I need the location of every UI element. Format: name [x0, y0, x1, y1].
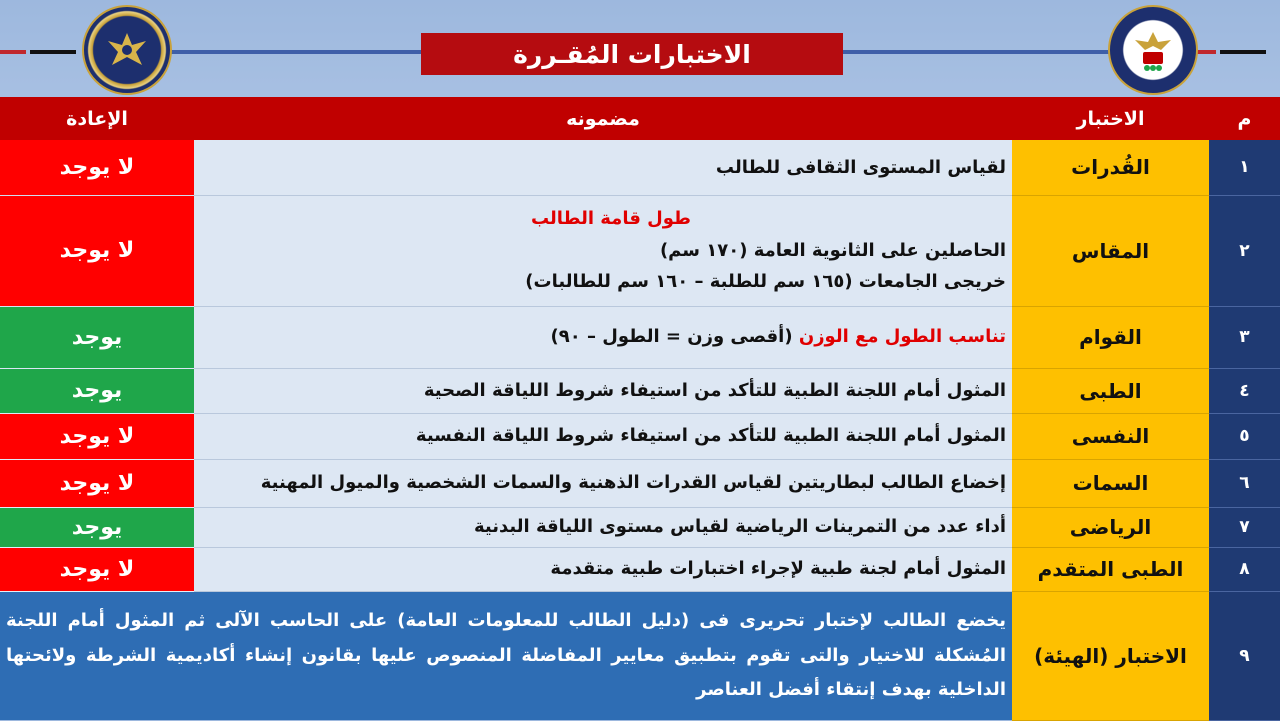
table-row: [0, 140, 1280, 195]
row-redo: يوجد: [0, 306, 194, 368]
row-content-wide: يخضع الطالب لإختبار تحريرى فى (دليل الطالب للمعلومات العامة) على الحاسب الآلى ثم المثول أمام اللجنة المُشكلة للاختيار والتى تقوم بتطبيق معايير المفاضلة المنصوص عليها بقانون إنشاء أكاديمية الشرطة ولائحتها الداخلية بهدف إنتقاء أفضل العناصر: [0, 591, 1012, 720]
table-row: [0, 195, 1280, 306]
header-line-left-black: [30, 50, 76, 54]
row-redo: لا يوجد: [0, 140, 194, 195]
police-eagle-emblem-icon: [82, 5, 172, 95]
row-content: لقياس المستوى الثقافى للطالب: [194, 140, 1012, 195]
row-num: ٨: [1209, 547, 1280, 591]
row-num: ١: [1209, 140, 1280, 195]
height-title: طول قامة الطالب: [530, 208, 691, 230]
header-redo: الإعادة: [0, 97, 194, 140]
exams-table: [0, 97, 1280, 721]
row-redo: لا يوجد: [0, 547, 194, 591]
proportion-label: تناسب الطول مع الوزن: [798, 326, 1006, 348]
header-line-left-blue: [170, 50, 422, 54]
table-row: [0, 306, 1280, 368]
row-test: الطبى: [1012, 368, 1209, 413]
row-num: ٤: [1209, 368, 1280, 413]
header-num: م: [1209, 97, 1280, 140]
header-line-right-red: [1196, 50, 1216, 54]
row-content: [194, 306, 1012, 368]
row-redo: لا يوجد: [0, 195, 194, 306]
height-line-university: خريجى الجامعات (١٦٥ سم للطلبة – ١٦٠ سم للطالبات): [525, 271, 1006, 293]
row-redo: يوجد: [0, 368, 194, 413]
row-redo: لا يوجد: [0, 459, 194, 507]
row-test: الاختبار (الهيئة): [1012, 591, 1209, 720]
height-line-secondary: الحاصلين على الثانوية العامة (١٧٠ سم): [659, 239, 1006, 261]
table-row: [0, 547, 1280, 591]
row-num: ٣: [1209, 306, 1280, 368]
header-line-right-black: [1220, 50, 1266, 54]
row-content: المثول أمام لجنة طبية لإجراء اختبارات طبية متقدمة: [194, 547, 1012, 591]
table-row: [0, 413, 1280, 459]
header: [0, 0, 1280, 97]
row-test: السمات: [1012, 459, 1209, 507]
row-test: القوام: [1012, 306, 1209, 368]
row-redo: يوجد: [0, 507, 194, 547]
table-row: [0, 368, 1280, 413]
row-content: [194, 195, 1012, 306]
page-title: الاختبارات المُقـررة: [421, 33, 843, 75]
header-test: الاختبار: [1012, 97, 1209, 140]
table-row: [0, 507, 1280, 547]
header-line-right-blue: [843, 50, 1109, 54]
table-row: [0, 591, 1280, 720]
row-test: المقاس: [1012, 195, 1209, 306]
table-header-row: [0, 97, 1280, 140]
row-test: الرياضى: [1012, 507, 1209, 547]
header-content: مضمونه: [194, 97, 1012, 140]
row-content: إخضاع الطالب لبطاريتين لقياس القدرات الذهنية والسمات الشخصية والميول المهنية: [194, 459, 1012, 507]
row-content: المثول أمام اللجنة الطبية للتأكد من استيفاء شروط اللياقة النفسية: [194, 413, 1012, 459]
row-num: ٦: [1209, 459, 1280, 507]
row-content: المثول أمام اللجنة الطبية للتأكد من استيفاء شروط اللياقة الصحية: [194, 368, 1012, 413]
row-test: النفسى: [1012, 413, 1209, 459]
row-test: الطبى المتقدم: [1012, 547, 1209, 591]
row-num: ٧: [1209, 507, 1280, 547]
row-test: القُدرات: [1012, 140, 1209, 195]
header-line-left-red: [0, 50, 26, 54]
table-row: [0, 459, 1280, 507]
row-num: ٩: [1209, 591, 1280, 720]
proportion-formula: (أقصى وزن = الطول – ٩٠): [550, 326, 799, 348]
row-num: ٢: [1209, 195, 1280, 306]
police-academy-emblem-icon: [1108, 5, 1198, 95]
row-content: أداء عدد من التمرينات الرياضية لقياس مستوى اللياقة البدنية: [194, 507, 1012, 547]
row-num: ٥: [1209, 413, 1280, 459]
row-redo: لا يوجد: [0, 413, 194, 459]
